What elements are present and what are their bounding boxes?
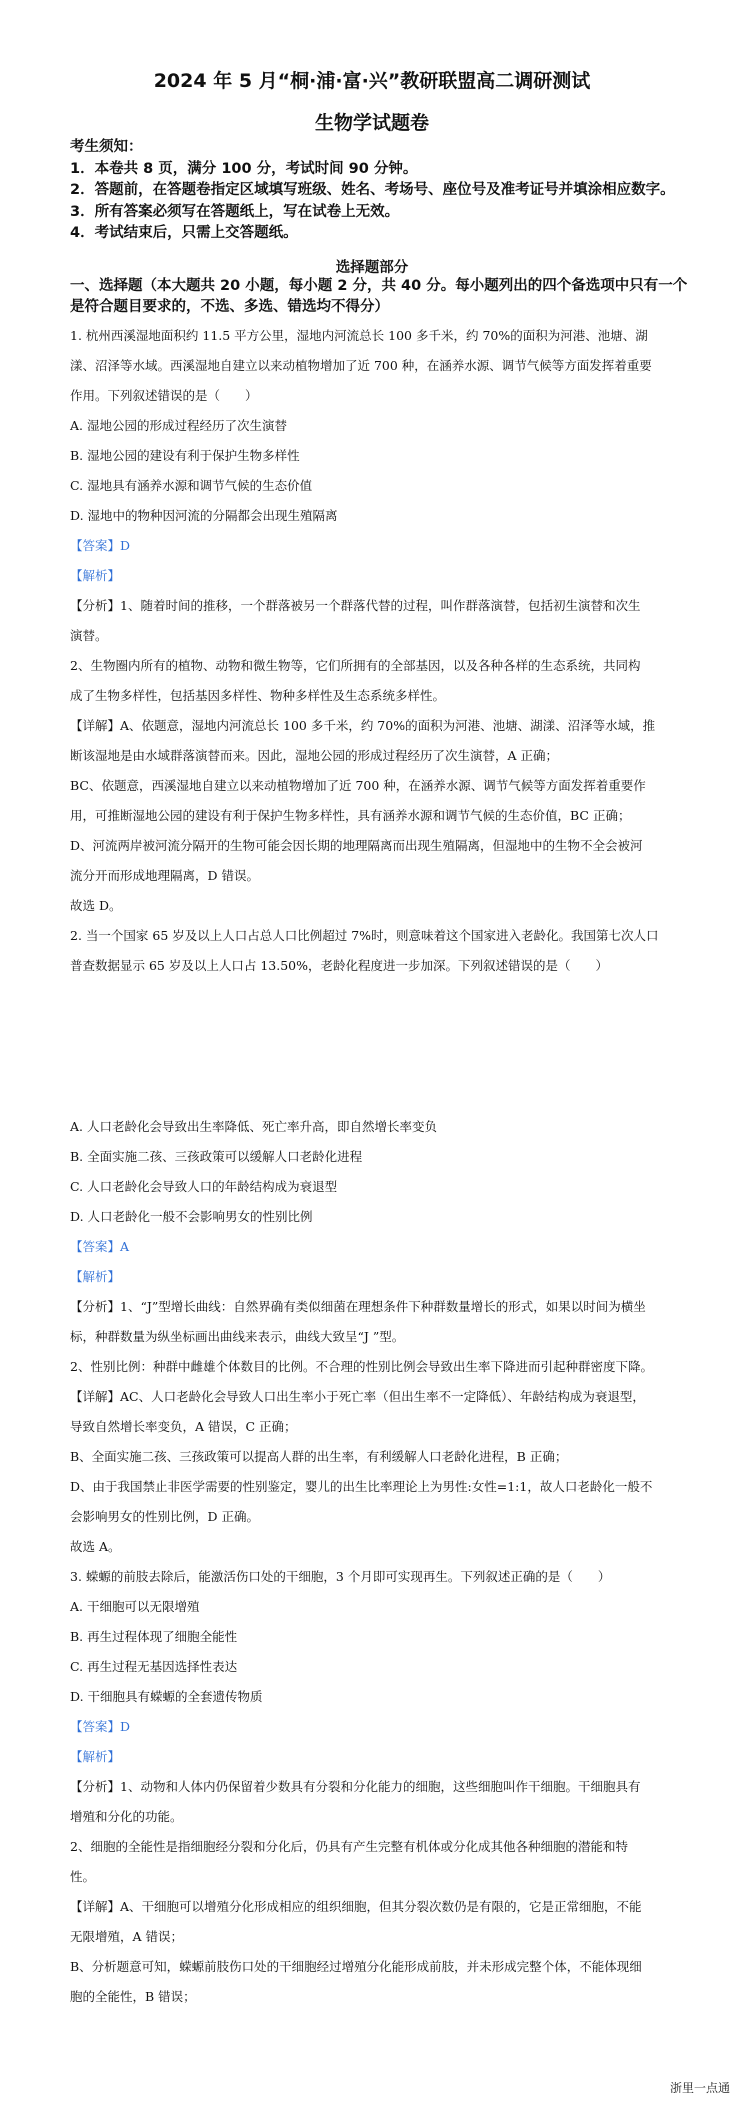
body-line: 3. 蝾螈的前肢去除后，能激活伤口处的干细胞，3 个月即可实现再生。下列叙述正确的是（ ） bbox=[70, 1569, 611, 1584]
body-line: 无限增殖，A 错误； bbox=[70, 1929, 184, 1944]
candidate-notice bbox=[70, 137, 690, 245]
body-line: C. 再生过程无基因选择性表达 bbox=[70, 1659, 238, 1674]
body-line: 2、生物圈内所有的植物、动物和微生物等，它们所拥有的全部基因，以及各种各样的生态系统，共同构 bbox=[70, 658, 641, 673]
body-line: 流分开而形成地理隔离，D 错误。 bbox=[70, 868, 259, 883]
body-line: B、分析题意可知，蝾螈前肢伤口处的干细胞经过增殖分化能形成前肢，并未形成完整个体，不能体现细 bbox=[70, 1959, 642, 1974]
body-line: D、由于我国禁止非医学需要的性别鉴定，婴儿的出生比率理论上为男性:女性=1:1，故人口老龄化一般不 bbox=[70, 1479, 653, 1494]
notice-item: 3．所有答案必须写在答题纸上，写在试卷上无效。 bbox=[70, 203, 400, 220]
section-title: 选择题部分 bbox=[335, 260, 409, 276]
body-line: 故选 D。 bbox=[70, 898, 122, 913]
body-line: 【分析】1、随着时间的推移，一个群落被另一个群落代替的过程，叫作群落演替，包括初生演替和次生 bbox=[70, 598, 641, 613]
body-line: 2、性别比例：种群中雌雄个体数目的比例。不合理的性别比例会导致出生率下降进而引起种群密度下降。 bbox=[70, 1359, 653, 1374]
instruction-line: 是符合题目要求的，不选、多选、错选均不得分） bbox=[70, 299, 389, 315]
body-line: B、全面实施二孩、三孩政策可以提高人群的出生率，有利缓解人口老龄化进程，B 正确； bbox=[70, 1449, 568, 1464]
body-line: 用，可推断湿地公园的建设有利于保护生物多样性，具有涵养水源和调节气候的生态价值，BC 正确； bbox=[70, 808, 631, 823]
body-line: B. 湿地公园的建设有利于保护生物多样性 bbox=[70, 448, 300, 463]
body-line: 1. 杭州西溪湿地面积约 11.5 平方公里，湿地内河流总长 100 多千米，约 70%的面积为河港、池塘、湖 bbox=[70, 328, 648, 343]
exam-subtitle: 生物学试题卷 bbox=[314, 112, 429, 134]
notice-item: 2．答题前，在答题卷指定区域填写班级、姓名、考场号、座位号及准考证号并填涂相应数字。 bbox=[70, 182, 675, 198]
body-line: 漾、沼泽等水域。西溪湿地自建立以来动植物增加了近 700 种，在涵养水源、调节气候等方面发挥着重要 bbox=[70, 358, 652, 373]
body-line: 断该湿地是由水域群落演替而来。因此，湿地公园的形成过程经历了次生演替，A 正确； bbox=[70, 748, 559, 763]
body-line: 【解析】 bbox=[70, 568, 121, 583]
section-instructions bbox=[70, 276, 690, 318]
instruction-line: 一、选择题（本大题共 20 小题，每小题 2 分，共 40 分。每小题列出的四个备选项中只有一个 bbox=[70, 278, 688, 294]
body-line: 【详解】A、依题意，湿地内河流总长 100 多千米，约 70%的面积为河港、池塘、湖漾、沼泽等水域，推 bbox=[70, 718, 656, 733]
body-line: 2. 当一个国家 65 岁及以上人口占总人口比例超过 7%时，则意味着这个国家进入老龄化。我国第七次人口 bbox=[70, 928, 659, 943]
notice-heading: 考生须知： bbox=[70, 139, 143, 155]
body-line: 作用。下列叙述错误的是（ ） bbox=[70, 388, 258, 403]
body-line: B. 全面实施二孩、三孩政策可以缓解人口老龄化进程 bbox=[70, 1149, 363, 1164]
body-line: 【答案】A bbox=[70, 1239, 130, 1254]
body-line: 【详解】AC、人口老龄化会导致人口出生率小于死亡率（但出生率不一定降低）、年龄结构成为衰退型， bbox=[70, 1389, 645, 1404]
body-line: 【分析】1、“J”型增长曲线：自然界确有类似细菌在理想条件下种群数量增长的形式，如果以时间为横坐 bbox=[70, 1299, 646, 1314]
body-line: 【答案】D bbox=[70, 1719, 131, 1734]
body-line: 【详解】A、干细胞可以增殖分化形成相应的组织细胞，但其分裂次数仍是有限的，它是正常细胞，不能 bbox=[70, 1899, 642, 1914]
body-line: A. 干细胞可以无限增殖 bbox=[70, 1599, 200, 1614]
exam-title: 2024 年 5 月“桐·浦·富·兴”教研联盟高二调研测试 bbox=[153, 70, 591, 92]
body-line: 演替。 bbox=[70, 628, 108, 643]
body-line: C. 湿地具有涵养水源和调节气候的生态价值 bbox=[70, 478, 313, 493]
body-line: BC、依题意，西溪湿地自建立以来动植物增加了近 700 种，在涵养水源、调节气候等方面发挥着重要作 bbox=[70, 778, 646, 793]
body-line: A. 人口老龄化会导致出生率降低、死亡率升高，即自然增长率变负 bbox=[70, 1119, 437, 1134]
body-line: 【解析】 bbox=[70, 1749, 121, 1764]
footer-watermark: 浙里一点通 bbox=[669, 2081, 730, 2095]
body-line: 会影响男女的性别比例，D 正确。 bbox=[70, 1509, 259, 1524]
body-line: 成了生物多样性，包括基因多样性、物种多样性及生态系统多样性。 bbox=[70, 688, 446, 703]
body-line: D. 湿地中的物种因河流的分隔都会出现生殖隔离 bbox=[70, 508, 338, 523]
notice-item: 1．本卷共 8 页，满分 100 分，考试时间 90 分钟。 bbox=[70, 160, 418, 177]
body-line: 【答案】D bbox=[70, 538, 131, 553]
body-line: 故选 A。 bbox=[70, 1539, 121, 1554]
body-line: B. 再生过程体现了细胞全能性 bbox=[70, 1629, 238, 1644]
body-line: D. 人口老龄化一般不会影响男女的性别比例 bbox=[70, 1209, 313, 1224]
notice-item: 4．考试结束后，只需上交答题纸。 bbox=[70, 225, 298, 241]
body-line: 导致自然增长率变负，A 错误，C 正确； bbox=[70, 1419, 297, 1434]
body-line: 普查数据显示 65 岁及以上人口占 13.50%，老龄化程度进一步加深。下列叙述错误的是（ ） bbox=[70, 958, 608, 973]
body-line: D、河流两岸被河流分隔开的生物可能会因长期的地理隔离而出现生殖隔离，但湿地中的生物不全会被河 bbox=[70, 838, 643, 853]
body-line: 2、细胞的全能性是指细胞经分裂和分化后，仍具有产生完整有机体或分化成其他各种细胞的潜能和特 bbox=[70, 1839, 628, 1854]
body-line: A. 湿地公园的形成过程经历了次生演替 bbox=[70, 418, 287, 433]
body-line: 【分析】1、动物和人体内仍保留着少数具有分裂和分化能力的细胞，这些细胞叫作干细胞。干细胞具有 bbox=[70, 1779, 641, 1794]
body-line: 【解析】 bbox=[70, 1269, 121, 1284]
body-line: D. 干细胞具有蝾螈的全套遗传物质 bbox=[70, 1689, 263, 1704]
body-line: 增殖和分化的功能。 bbox=[70, 1809, 183, 1824]
body-line: 标，种群数量为纵坐标画出曲线来表示，曲线大致呈“J ”型。 bbox=[70, 1329, 405, 1344]
body-line: 胞的全能性，B 错误； bbox=[70, 1989, 196, 2004]
body-line: C. 人口老龄化会导致人口的年龄结构成为衰退型 bbox=[70, 1179, 338, 1194]
body-line: 性。 bbox=[70, 1869, 96, 1884]
